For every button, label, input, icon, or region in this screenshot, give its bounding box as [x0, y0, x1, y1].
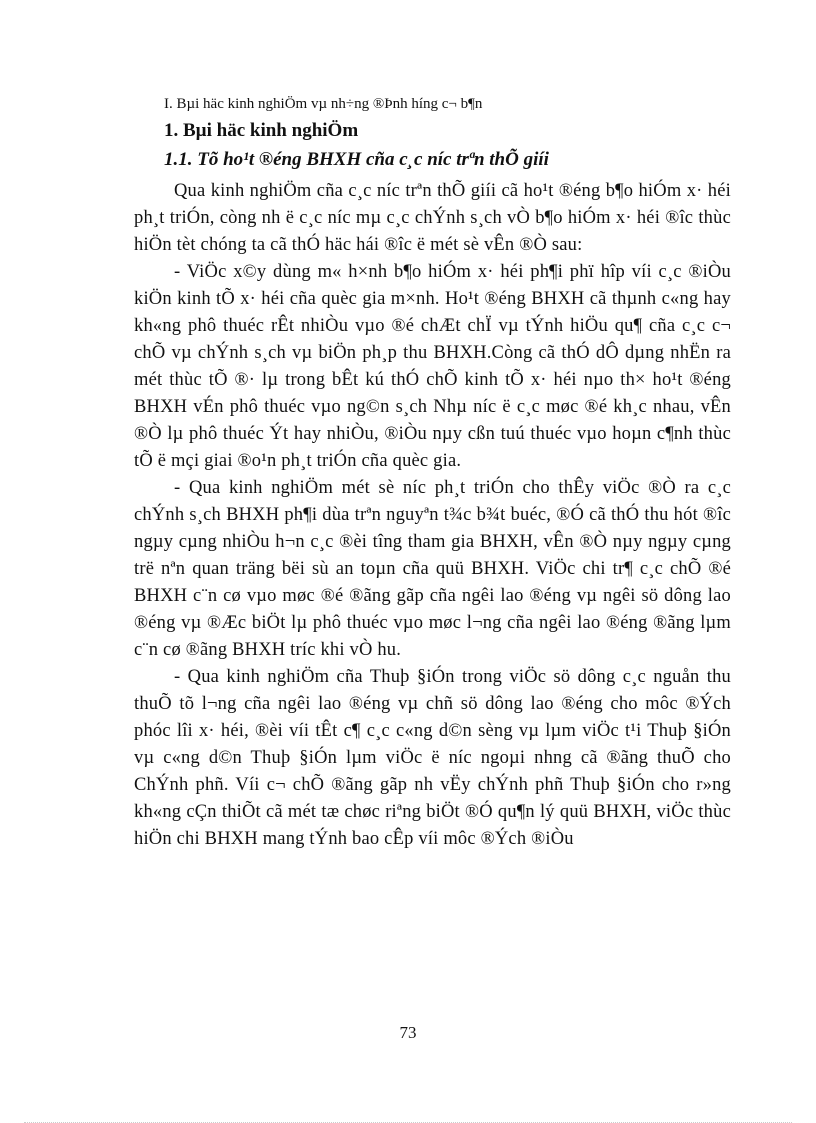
- page-number: 73: [399, 1023, 417, 1042]
- sub-subsection-heading: 1.1. Tõ ho¹t ®éng BHXH cña c¸c níc trªn thÕ giíi: [164, 149, 549, 170]
- paragraph: - Qua kinh nghiÖm cña Thuþ §iÓn trong viÖc sö dông c¸c nguån thu thuÕ tõ l¬ng cña ngêi lao ®éng vµ chñ sö dông lao ®éng cho môc ®Ých phóc lîi x· héi, ®èi víi tÊt c¶ c¸c c«ng d©n sèng vµ lµm viÖc t¹i Thuþ §iÓn vµ c«ng d©n Thuþ §iÓn lµm viÖc ë níc ngoµi nhng cã ®ãng thuÕ cho ChÝnh phñ. Víi c¬ chÕ ®ãng gãp nh vËy chÝnh phñ Thuþ §iÓn cho r»ng kh«ng cÇn thiÕt cã mét tæ chøc riªng biÖt ®Ó qu¶n lý quü BHXH, viÖc thùc hiÖn chi BHXH mang tÝnh bao cÊp víi môc ®Ých ®iÒu: [134, 667, 731, 849]
- paragraph: - Qua kinh nghiÖm mét sè níc ph¸t triÓn cho thÊy viÖc ®Ò ra c¸c chÝnh s¸ch BHXH ph¶i dùa trªn nguyªn t¾c b¾t buéc, ®Ó cã thÓ thu hót ®îc ngµy cµng nhiÒu h¬n c¸c ®èi tîng tham gia BHXH, vÊn ®Ò nµy ngµy cµng trë nªn quan träng bëi sù an toµn cña quü BHXH. ViÖc chi tr¶ c¸c chÕ ®é BHXH c¨n cø vµo møc ®é ®ãng gãp cña ngêi lao ®éng vµ ngêi sö dông lao ®éng vµ ®Æc biÖt lµ phô thuéc vµo møc l¬ng cña ngêi lao ®éng ®ãng lµm c¨n cø ®ãng BHXH tríc khi vÒ hu.: [134, 478, 731, 660]
- subsection-heading: 1. Bµi häc kinh nghiÖm: [164, 120, 359, 141]
- section-heading: I. Bµi häc kinh nghiÖm vµ nh÷ng ®Þnh híng c¬ b¶n: [164, 96, 483, 112]
- paragraph: - ViÖc x©y dùng m« h×nh b¶o hiÓm x· héi ph¶i phï hîp víi c¸c ®iÒu kiÖn kinh tÕ x· héi cña quèc gia m×nh. Ho¹t ®éng BHXH cã thµnh c«ng hay kh«ng phô thuéc rÊt nhiÒu vµo ®é chÆt chÏ vµ tÝnh hiÖu qu¶ cña c¸c c¬ chÕ vµ chÝnh s¸ch vµ biÖn ph¸p thu BHXH.Còng cã thÓ dÔ dµng nhËn ra mét thùc tÕ ®· lµ trong bÊt kú thÓ chÕ kinh tÕ x· héi nµo th× ho¹t ®éng BHXH vÉn phô thuéc vµo ng©n s¸ch Nhµ níc ë c¸c møc ®é kh¸c nhau, vÊn ®Ò lµ phô thuéc Ýt hay nhiÒu, ®iÒu nµy cßn tuú thuéc vµo hoµn c¶nh thùc tÕ ë mçi giai ®o¹n ph¸t triÓn cña quèc gia.: [134, 262, 731, 471]
- body-text: [134, 178, 731, 853]
- paragraph: Qua kinh nghiÖm cña c¸c níc trªn thÕ giíi cã ho¹t ®éng b¶o hiÓm x· héi ph¸t triÓn, còng nh ë c¸c níc mµ c¸c chÝnh s¸ch vÒ b¶o hiÓm x· héi ®îc thùc hiÖn tèt chóng ta cã thÓ häc hái ®îc ë mét sè vÊn ®Ò sau:: [134, 181, 731, 255]
